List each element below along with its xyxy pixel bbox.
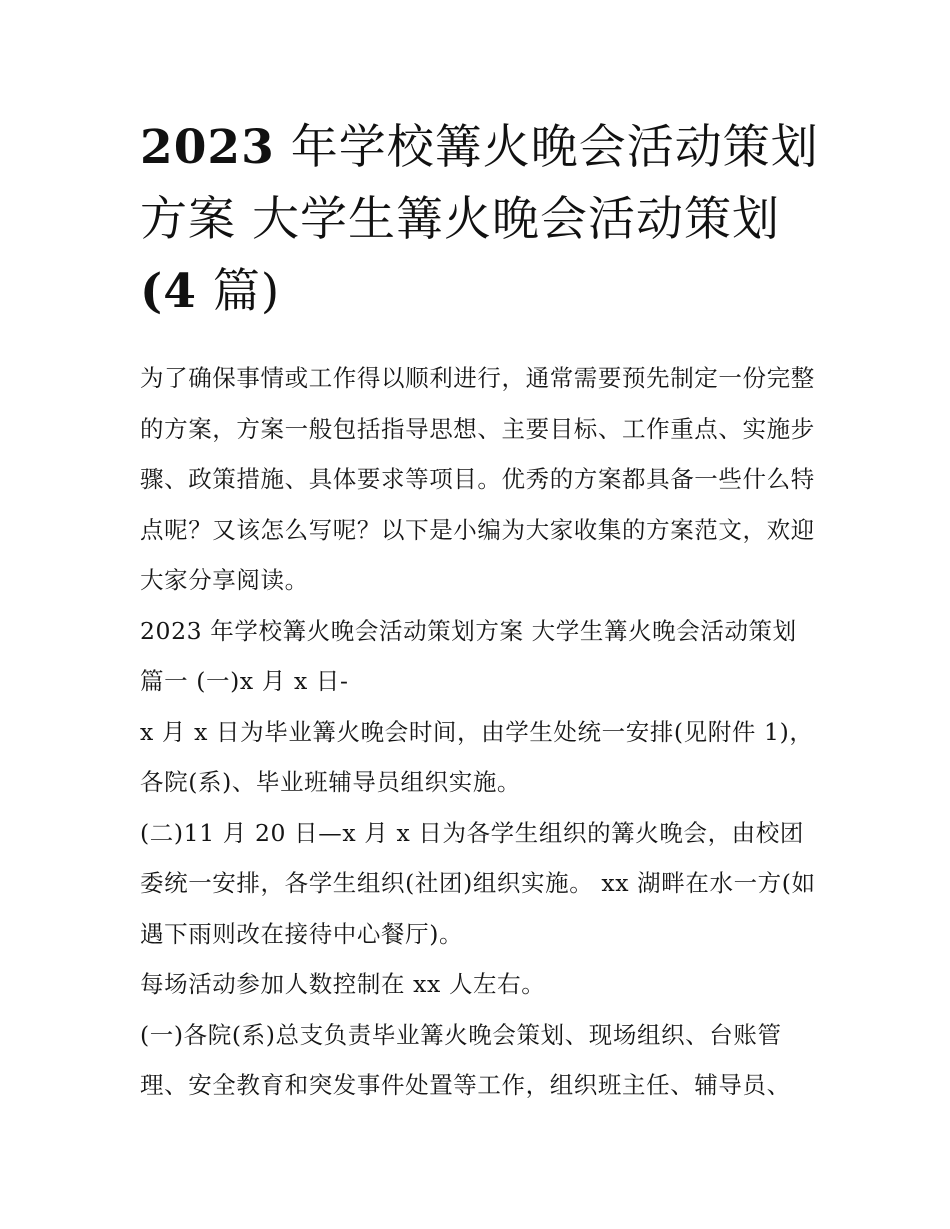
intro-paragraph: 为了确保事情或工作得以顺利进行，通常需要预先制定一份完整的方案，方案一般包括指导思想、主要目标、工作重点、实施步骤、政策措施、具体要求等项目。优秀的方案都具备一些什么特点呢？又该怎么写呢？以下是小编为大家收集的方案范文，欢迎大家分享阅读。 xyxy=(140,364,815,594)
title-line-2: 方案 大学生篝火晚会活动策划 xyxy=(140,192,780,247)
section-heading-paragraph: 2023 年学校篝火晚会活动策划方案 大学生篝火晚会活动策划篇一 (一)x 月 x 日- xyxy=(140,616,797,695)
title-count-text: 篇) xyxy=(196,264,281,319)
responsibility-paragraph: (一)各院(系)总支负责毕业篝火晚会策划、现场组织、台账管理、安全教育和突发事件处置等工作，组织班主任、辅导员、 xyxy=(140,1020,791,1099)
schedule-paragraph-2: (二)11 月 20 日—x 月 x 日为各学生组织的篝火晚会，由校团委统一安排，各学生组织(社团)组织实施。 xx 湖畔在水一方(如遇下雨则改在接待中心餐厅)。 xyxy=(140,818,816,948)
schedule-paragraph-1: x 月 x 日为毕业篝火晚会时间，由学生处统一安排(见附件 1)，各院(系)、毕业班辅导员组织实施。 xyxy=(140,717,814,796)
document-title xyxy=(140,112,820,328)
title-year: 2023 xyxy=(140,120,275,175)
title-line-1: 年学校篝火晚会活动策划 xyxy=(274,120,819,175)
attendance-paragraph: 每场活动参加人数控制在 xx 人左右。 xyxy=(140,970,546,998)
title-count-open: (4 xyxy=(140,264,197,319)
document-body xyxy=(140,353,820,1111)
